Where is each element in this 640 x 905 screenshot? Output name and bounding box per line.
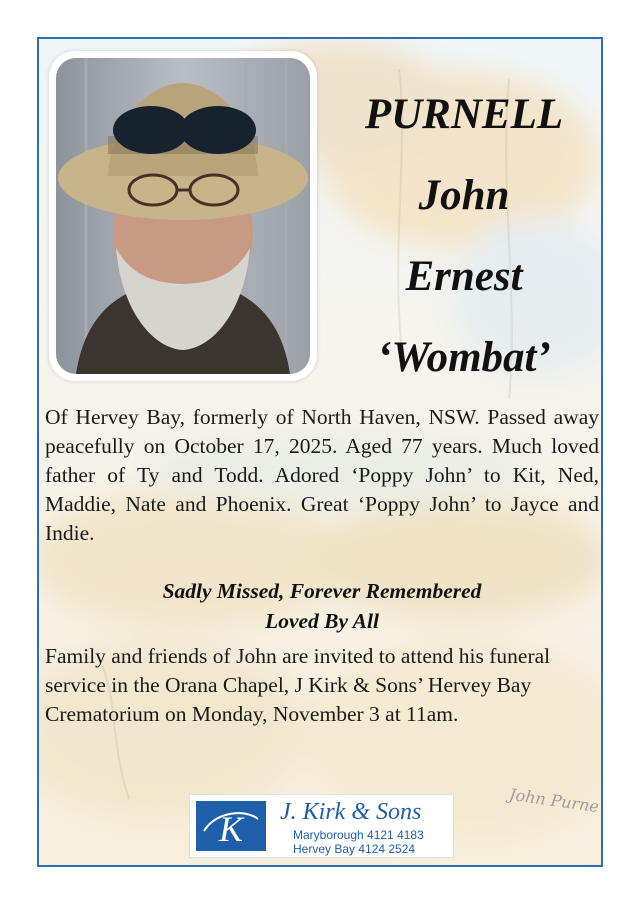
k-logo-icon xyxy=(196,801,266,851)
artist-signature: John Purne xyxy=(508,784,601,817)
deceased-name-block xyxy=(329,87,599,411)
portrait-photo xyxy=(56,58,310,374)
funeral-director-logo xyxy=(189,794,454,858)
surname: PURNELL xyxy=(364,91,564,138)
logo-phone-maryborough: Maryborough 4121 4183 xyxy=(293,828,424,842)
motto-line-1: Sadly Missed, Forever Remembered xyxy=(162,579,482,603)
logo-phone-hervey-bay: Hervey Bay 4124 2524 xyxy=(293,842,416,856)
nickname: ‘Wombat’ xyxy=(377,334,551,381)
logo-mark-letter: K xyxy=(218,809,244,849)
logo-company-name: J. Kirk & Sons xyxy=(280,799,422,825)
notice-frame xyxy=(37,37,603,867)
portrait-photo-frame xyxy=(49,51,317,381)
obituary-paragraph: Of Hervey Bay, formerly of North Haven, NSW. Passed away peacefully on October 17, 2025. Aged 77 years. Much loved father of Ty and Todd. Adored ‘Poppy John’ to Kit, Ned, Maddie, Nate and Phoenix. Great ‘Poppy John’ to Jayce and Indie. xyxy=(45,405,599,545)
first-name: John xyxy=(418,172,510,219)
middle-name: Ernest xyxy=(405,253,523,300)
motto-line-2: Loved By All xyxy=(265,609,379,633)
funeral-service-paragraph: Family and friends of John are invited to attend his funeral service in the Orana Chapel, J Kirk & Sons’ Hervey Bay Crematorium on Monday, November 3 at 11am. xyxy=(45,644,551,726)
